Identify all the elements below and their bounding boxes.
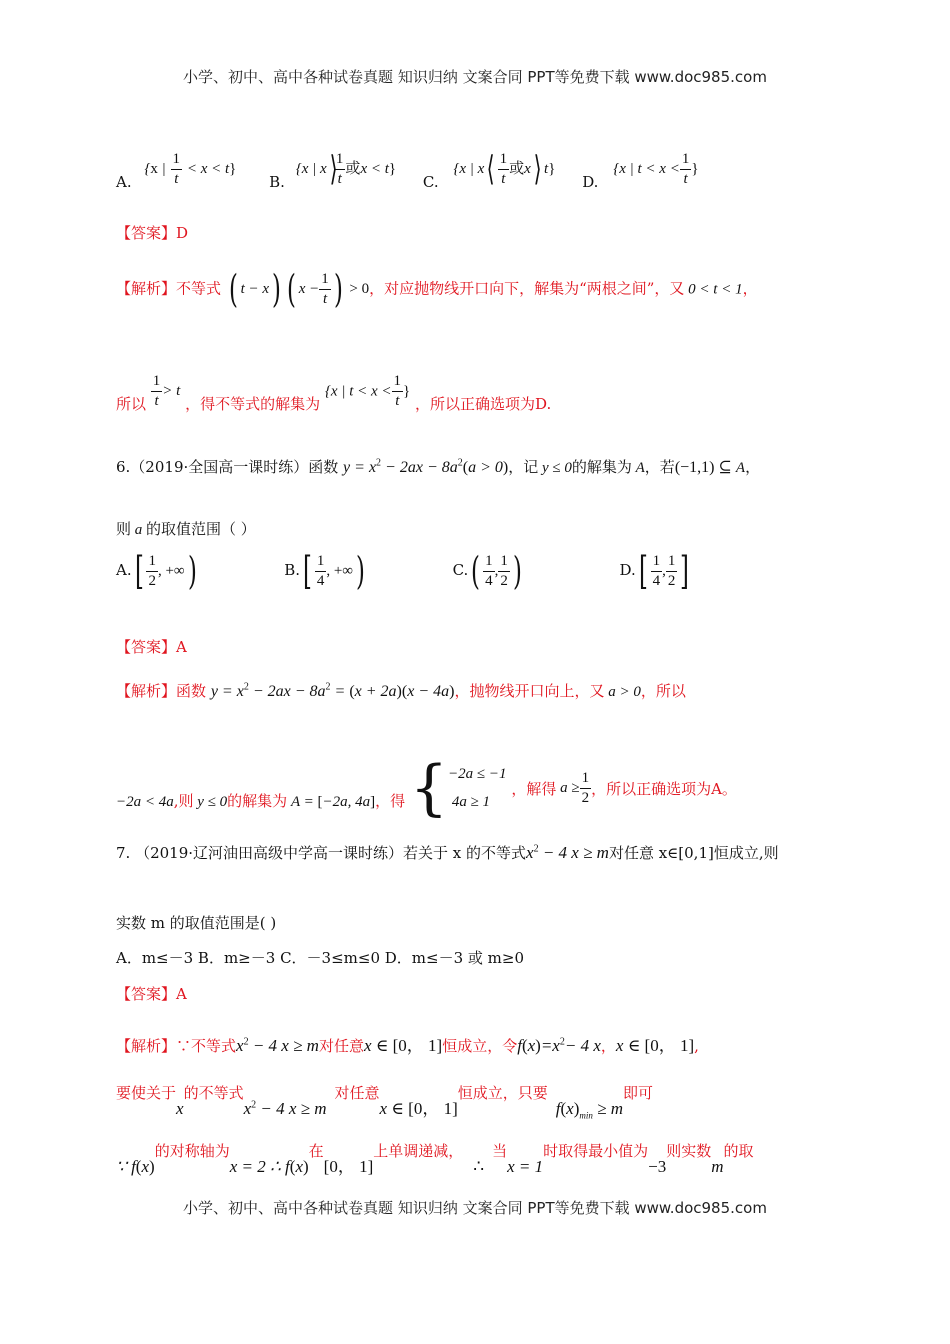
q5-option-c: C. {x | x⟨ $\frac{1}{t}$ 或x⟩ t} [422, 149, 556, 192]
q5-option-b: B. {x | x⟩ $\frac{1}{t}$ 或x < t} [269, 149, 397, 192]
q5-analysis-line2: 所以 $\frac{1}{t}$ > t ，得不等式的解集为 {x | t < x < $\frac{1}{t}$ } ，所以正确选项为D. [116, 373, 552, 414]
page-header: 小学、初中、高中各种试卷真题 知识归纳 文案合同 PPT等免费下载 www.doc985.com [183, 68, 767, 86]
q6-option-a: A.[ $\frac{1}{2}$ , +∞) [116, 549, 197, 594]
q6-option-c: C.( $\frac{1}{4}$ , $\frac{1}{2}$ ) [452, 549, 522, 594]
q6-stem-line2: 则 a 的取值范围（ ） [116, 520, 256, 538]
q5-answer: 【答案】D [116, 224, 189, 242]
q7-stem-line2: 实数 m 的取值范围是( ) [116, 914, 277, 932]
q7-analysis-line1: 【解析】∵不等式$x^2 - 4$ x ≥ m对任意x ∈ [0， 1]恒成立，令$f(x)=x^2- 4$ x，x ∈ [0， 1], [116, 1036, 699, 1055]
q6-options [116, 549, 692, 594]
q7-answer: 【答案】A [116, 985, 187, 1003]
q5-option-a: A. {x | $\frac{1}{t}$ < x < t} [116, 151, 237, 192]
q6-stem-line1: 6.（2019·全国高一课时练）函数 $y = x^2 - 2ax - 8a^2(a > 0)$，记 y ≤ 0的解集为 A，若(−1,1) ⊆ A， [116, 457, 761, 476]
q7-options: A．m≤－3 B．m≥－3 C．－3≤m≤0 D．m≤－3 或 m≥0 [116, 949, 524, 967]
q5-options [116, 149, 699, 192]
q6-option-d: D.[ $\frac{1}{4}$ , $\frac{1}{2}$ ] [619, 549, 690, 594]
q5-option-d: D. {x | t < x < $\frac{1}{t}$ } [582, 151, 699, 192]
q5-analysis-line1: 【解析】不等式 ( t − x) ( x − $\frac{1}{t}$ ) > 0，对应抛物线开口向下，解集为“两根之间”，又 0 < t < 1， [116, 267, 758, 312]
q6-analysis-line2: −2a < 4a,则 y ≤ 0的解集为 A = [−2a, 4a]，得 { −2a ≤ −1 4a ≥ 1 ，解得 a ≥ $\frac{1}{2}$ ，所以正确选项为A。 [116, 753, 737, 823]
page-footer: 小学、初中、高中各种试卷真题 知识归纳 文案合同 PPT等免费下载 www.doc985.com [183, 1199, 767, 1217]
q6-analysis-line1: 【解析】函数 $y = x^2 - 2ax - 8a^2 = (x + 2a)(x - 4a)$，抛物线开口向上，又 a > 0，所以 [116, 681, 686, 700]
q6-option-b: B.[ $\frac{1}{4}$ , +∞) [284, 549, 365, 594]
q7-analysis-line2: 要使关于x的不等式$x^2 - 4$ x ≥ m对任意x ∈ [0， 1]恒成立，只要$f(x)_{min} \ge m$即可 [116, 1084, 653, 1121]
q6-answer: 【答案】A [116, 638, 187, 656]
q7-analysis-line3: ∵ f(x)的对称轴为x = 2 ∴ f(x)在[0， 1]上单调递减，∴当x = 1时取得最小值为−3则实数m的取 [116, 1142, 754, 1176]
q7-stem-line1: 7. （2019·辽河油田高级中学高一课时练）若关于 x 的不等式$x^2 - 4$ x ≥ m对任意 x∈[0,1]恒成立,则 [116, 843, 779, 862]
